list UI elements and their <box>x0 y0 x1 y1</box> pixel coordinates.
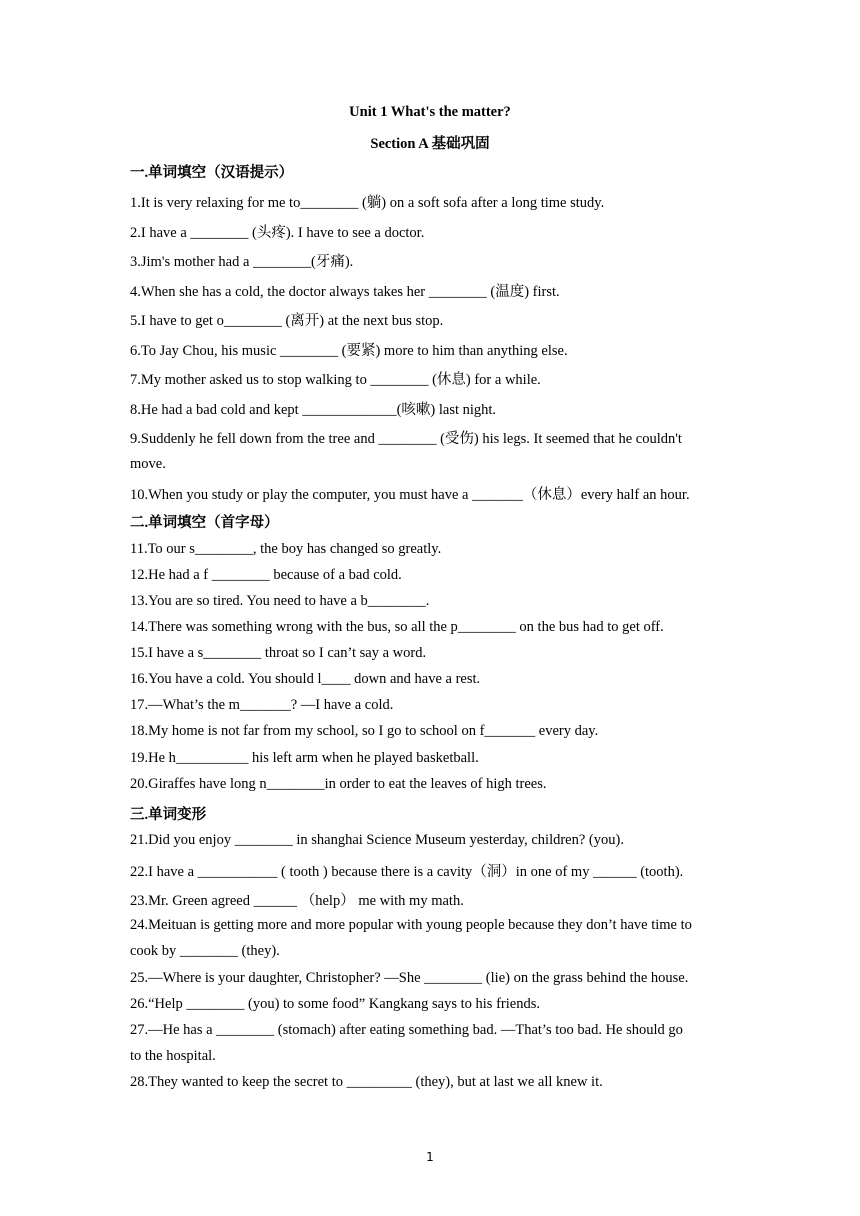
question-line: 7.My mother asked us to stop walking to ________ (休息) for a while. <box>130 372 541 388</box>
question-line: 1.It is very relaxing for me to________ (躺) on a soft sofa after a long time study. <box>130 195 605 211</box>
section-heading: 一.单词填空（汉语提示） <box>130 165 294 181</box>
question-line: 22.I have a ___________ ( tooth ) because there is a cavity（洞）in one of my ______ (tooth). <box>130 864 684 880</box>
question-line: 25.—Where is your daughter, Christopher? —She ________ (lie) on the grass behind the house. <box>130 970 689 986</box>
question-line: 14.There was something wrong with the bus, so all the p________ on the bus had to get off. <box>130 619 664 635</box>
question-line: 3.Jim's mother had a ________(牙痛). <box>130 254 354 270</box>
question-line-continued: to the hospital. <box>130 1048 216 1064</box>
question-line: 12.He had a f ________ because of a bad cold. <box>130 567 402 583</box>
question-line: 10.When you study or play the computer, you must have a _______（休息）every half an hour. <box>130 487 690 503</box>
question-line-continued: cook by ________ (they). <box>130 943 280 959</box>
section-heading: 三.单词变形 <box>130 807 207 823</box>
question-line: 24.Meituan is getting more and more popular with young people because they don’t have time to <box>130 917 692 933</box>
document-subtitle: Section A 基础巩固 <box>370 136 490 152</box>
question-line: 28.They wanted to keep the secret to _________ (they), but at last we all knew it. <box>130 1074 603 1090</box>
section-heading: 二.单词填空（首字母） <box>130 515 279 531</box>
question-line: 20.Giraffes have long n________in order to eat the leaves of high trees. <box>130 776 547 792</box>
question-line: 26.“Help ________ (you) to some food” Kangkang says to his friends. <box>130 996 540 1012</box>
document-title: Unit 1 What's the matter? <box>349 104 511 120</box>
question-line: 17.—What’s the m_______? —I have a cold. <box>130 697 394 713</box>
question-line: 8.He had a bad cold and kept _____________(咳嗽) last night. <box>130 402 497 418</box>
question-line: 2.I have a ________ (头疼). I have to see a doctor. <box>130 225 425 241</box>
question-line: 21.Did you enjoy ________ in shanghai Science Museum yesterday, children? (you). <box>130 832 624 848</box>
question-line: 11.To our s________, the boy has changed so greatly. <box>130 541 442 557</box>
question-line: 13.You are so tired. You need to have a b________. <box>130 593 430 609</box>
question-line: 4.When she has a cold, the doctor always takes her ________ (温度) first. <box>130 284 560 300</box>
question-line: 16.You have a cold. You should l____ down and have a rest. <box>130 671 481 687</box>
question-line: 9.Suddenly he fell down from the tree and ________ (受伤) his legs. It seemed that he couldn't <box>130 431 682 447</box>
question-line: 19.He h__________ his left arm when he played basketball. <box>130 750 479 766</box>
question-line: 23.Mr. Green agreed ______ （help） me with my math. <box>130 893 464 909</box>
question-line-continued: move. <box>130 456 166 472</box>
question-line: 15.I have a s________ throat so I can’t say a word. <box>130 645 427 661</box>
question-line: 18.My home is not far from my school, so I go to school on f_______ every day. <box>130 723 599 739</box>
question-line: 5.I have to get o________ (离开) at the next bus stop. <box>130 313 444 329</box>
question-line: 27.—He has a ________ (stomach) after eating something bad. —That’s too bad. He should go <box>130 1022 683 1038</box>
question-line: 6.To Jay Chou, his music ________ (要紧) more to him than anything else. <box>130 343 568 359</box>
page-number: 1 <box>426 1150 434 1164</box>
